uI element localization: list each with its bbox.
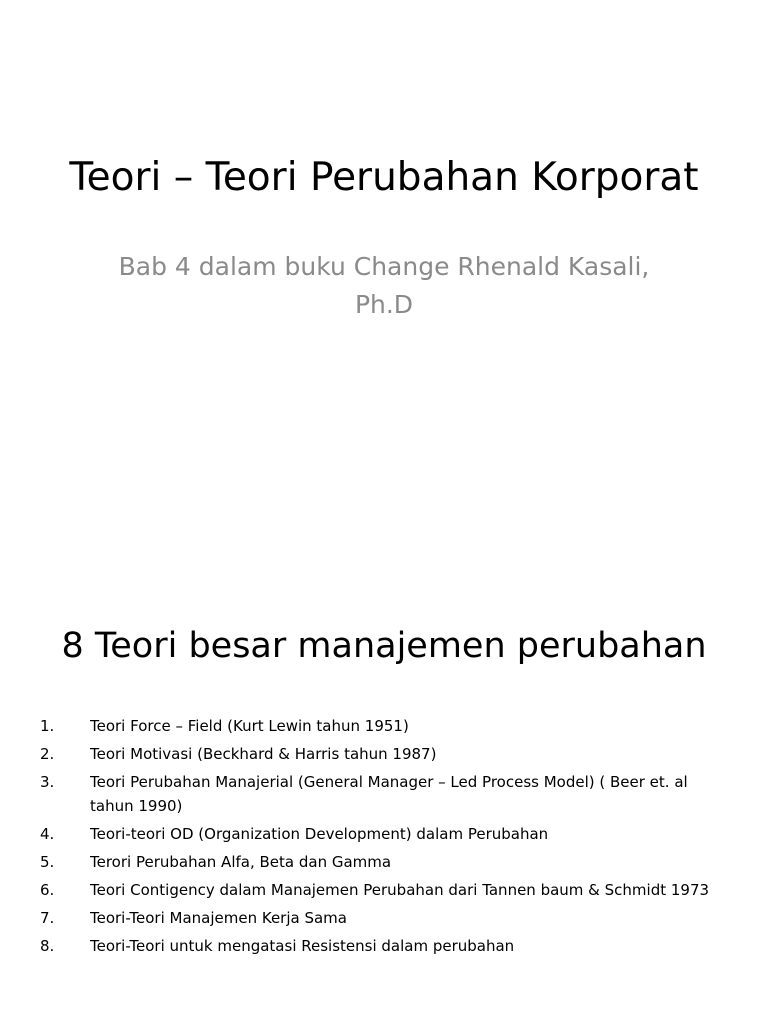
slide-1-title: Teori – Teori Perubahan Korporat — [69, 155, 699, 200]
item-number: 8. — [40, 937, 55, 955]
item-text: Teori Force – Field (Kurt Lewin tahun 1951) — [90, 717, 409, 735]
list-item — [40, 714, 730, 738]
item-text: Teori Contigency dalam Manajemen Perubahan dari Tannen baum & Schmidt 1973 — [90, 881, 710, 899]
item-number: 3. — [40, 773, 55, 791]
list-item — [40, 906, 730, 930]
item-text: Terori Perubahan Alfa, Beta dan Gamma — [90, 853, 392, 871]
item-number: 2. — [40, 745, 55, 763]
item-number: 7. — [40, 909, 55, 927]
list-item — [40, 878, 730, 902]
list-item — [40, 822, 730, 846]
item-number: 6. — [40, 881, 55, 899]
item-text: Teori Perubahan Manajerial (General Manager – Led Process Model) ( Beer et. al tahun 1990) — [90, 773, 688, 815]
theory-list — [40, 714, 730, 962]
list-item — [40, 742, 730, 766]
slide-2 — [0, 576, 768, 1024]
item-text: Teori-Teori Manajemen Kerja Sama — [90, 909, 347, 927]
item-text: Teori-Teori untuk mengatasi Resistensi dalam perubahan — [90, 937, 515, 955]
list-item — [40, 770, 730, 818]
list-item — [40, 934, 730, 958]
slide-2-title: 8 Teori besar manajemen perubahan — [61, 626, 707, 666]
item-text: Teori Motivasi (Beckhard & Harris tahun 1987) — [90, 745, 437, 763]
slide-1-subtitle: Bab 4 dalam buku Change Rhenald Kasali, Ph.D — [118, 252, 650, 319]
item-number: 1. — [40, 717, 55, 735]
item-text: Teori-teori OD (Organization Development) dalam Perubahan — [90, 825, 549, 843]
list-item — [40, 850, 730, 874]
item-number: 5. — [40, 853, 55, 871]
item-number: 4. — [40, 825, 55, 843]
